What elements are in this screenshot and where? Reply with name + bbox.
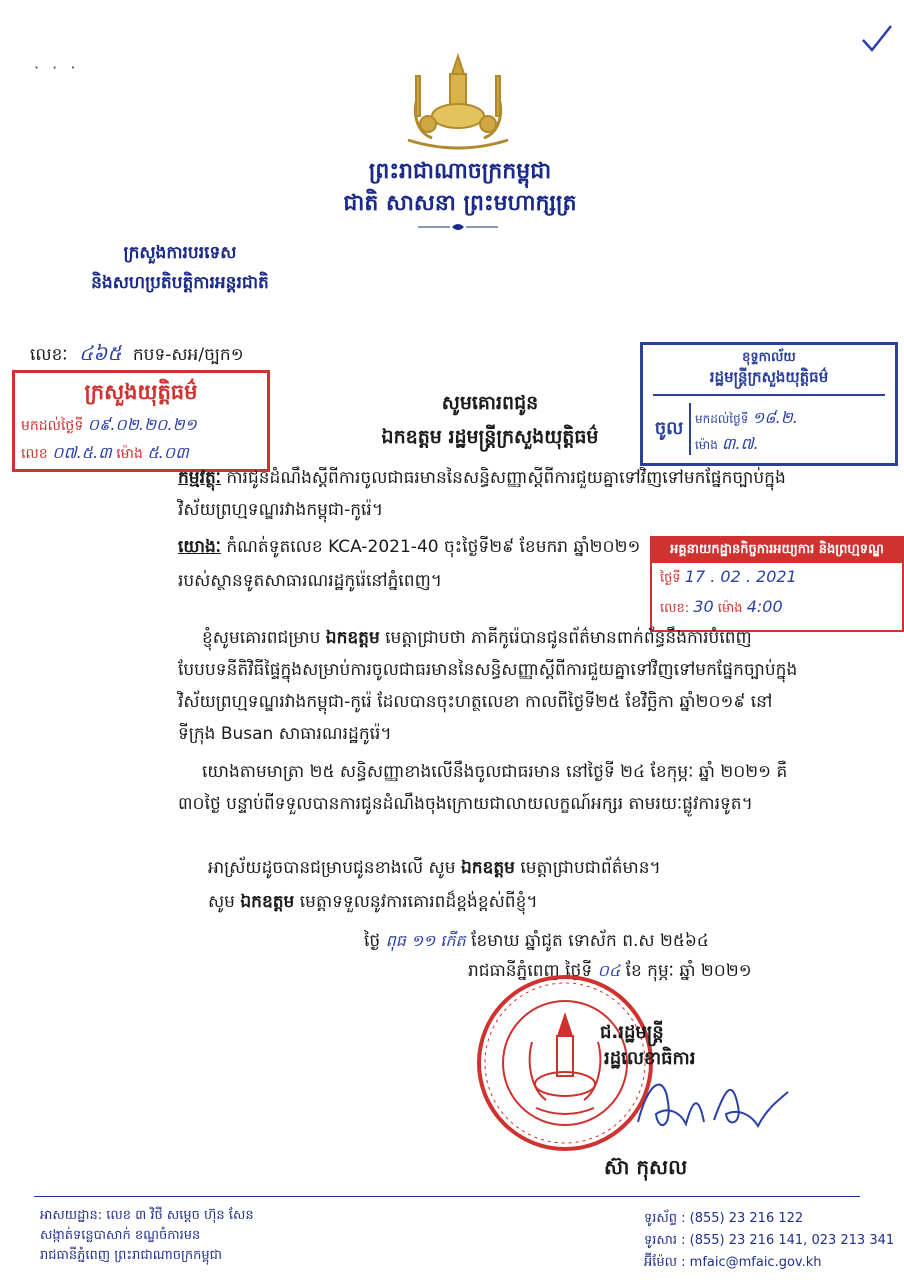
addressee	[320, 386, 660, 454]
blue-stamp-row-2-label: ម៉ោង	[695, 438, 718, 452]
signatory-title-2: រដ្ឋលេខាធិការ	[604, 1048, 696, 1069]
red-stamp-time-label: ម៉ោង	[717, 601, 743, 616]
red-stamp-number-label: លេខ:	[660, 601, 690, 616]
stamp-time-value: ៥.០៣	[147, 443, 189, 462]
kingdom-line-1: ព្រះរាជាណាចក្រកម្ពុជា	[368, 159, 552, 184]
red-stamp-title: អគ្គនាយកដ្ឋានកិច្ចការអយ្យការ និងព្រហ្មទណ្ឌ	[652, 538, 902, 563]
lunar-date	[364, 930, 709, 955]
place-date-suffix: ខែ កុម្ភៈ ឆ្នាំ ២០២១	[625, 961, 752, 981]
footer-fax: ទូរសារ : (855) 23 216 141, 023 213 341	[644, 1233, 895, 1248]
red-stamp-date-row	[652, 563, 902, 593]
reference-label: លេខៈ	[30, 345, 68, 365]
red-stamp-number-value: 30	[693, 597, 714, 616]
paragraph-1-title: ឯកឧត្តម	[325, 628, 380, 648]
reference-note-label: យោងៈ	[178, 537, 221, 557]
footer-address	[40, 1206, 254, 1266]
lunar-date-suffix: ខែមាឃ ឆ្នាំជូត ទោស័ក ព.ស ២៥៦៤	[471, 931, 709, 951]
signatory-name: ស៊ា កុសល	[604, 1155, 688, 1179]
prosecution-department-stamp	[650, 536, 904, 632]
paragraph-1-end: មេត្តាជ្រាបថា ភាគីកូរ៉េបានជូនព័ត៌មានពាក់ព័ន្ធនឹងការបំពេញបែបបទនីតិវិធីផ្ទៃក្នុងសម្រាប់ការចូលជាធរមាននៃសន្ធិសញ្ញាស្ដីពីការជួយគ្នាទៅវិញទៅមកផ្នែកច្បាប់ក្នុងវិស័យព្រហ្មទណ្ឌរវាងកម្ពុជា-កូរ៉េ ដែលបានចុះហត្ថលេខា កាលពីថ្ងៃទី២៥ ខែវិច្ឆិកា ឆ្នាំ២០១៩ នៅទីក្រុង Busan សាធារណរដ្ឋកូរ៉េ។	[178, 628, 798, 744]
stamp-received-row	[15, 414, 267, 438]
footer-contacts	[644, 1208, 894, 1274]
paragraph-4-start: សូម	[208, 892, 241, 912]
reference-note-text: កំណត់ទូតលេខ KCA-2021-40 ចុះថ្ងៃទី២៩ ខែមករា ឆ្នាំ២០២១ របស់ស្ថានទូតសាធារណរដ្ឋកូរ៉េនៅភ្នំពេញ។	[178, 537, 641, 591]
paragraph-4-title: ឯកឧត្តម	[240, 892, 295, 912]
red-stamp-date-value: 17 . 02 . 2021	[684, 567, 797, 586]
body-paragraph-2: យោងតាមមាត្រា ២៥ សន្ធិសញ្ញាខាងលើនឹងចូលជាធរមាន នៅថ្ងៃទី ២៤ ខែកុម្ភៈ ឆ្នាំ ២០២១ គឺ ៣០ថ្ងៃ បន្ទាប់ពីទទួលបានការជូនដំណឹងចុងក្រោយជាលាយលក្ខណ៍អក្សរ តាមរយៈផ្លូវការទូត។	[178, 762, 788, 814]
stamp-title: ក្រសួងយុត្តិធម៌	[84, 380, 198, 404]
ministry-line-2: និងសហប្រតិបត្តិការអន្តរជាតិ	[91, 273, 269, 293]
check-mark-icon	[860, 22, 894, 56]
lunar-date-value: ពុធ ១១ កើត	[385, 931, 466, 950]
red-stamp-time-value: 4:00	[746, 597, 783, 616]
footer-email: អ៊ីម៉ែល : mfaic@mfaic.gov.kh	[644, 1255, 822, 1270]
blue-stamp-line-2: រដ្ឋមន្ត្រីក្រសួងយុត្តិធម៌	[653, 368, 885, 396]
ministry-line-1: ក្រសួងការបរទេស	[123, 243, 237, 263]
addressee-line-1: សូមគោរពជូន	[441, 392, 539, 414]
cabinet-received-stamp	[640, 342, 898, 466]
paragraph-3-start: អាស្រ័យដូចបានជម្រាបជូនខាងលើ សូម	[208, 858, 461, 878]
subject-label: កម្មវត្ថុៈ	[178, 468, 221, 488]
blue-stamp-row-1	[695, 407, 798, 431]
lunar-date-prefix: ថ្ងៃ	[364, 931, 381, 951]
reference-note	[178, 530, 648, 598]
handwritten-signature-icon	[628, 1062, 798, 1146]
place-date-day: ០៤	[597, 961, 621, 980]
blue-stamp-row-2	[695, 433, 759, 457]
body-paragraph-4	[208, 886, 830, 918]
divider-ornament-icon	[418, 222, 498, 232]
paragraph-4-end: មេត្តាទទួលនូវការគោរពដ៏ខ្ពង់ខ្ពស់ពីខ្ញុំ។	[294, 892, 538, 912]
paragraph-3-end: មេត្តាជ្រាបជាព័ត៌មាន។	[514, 858, 661, 878]
blue-stamp-row-2-value: ៣.៧.	[721, 434, 759, 453]
body-paragraph-3	[208, 852, 830, 884]
body-paragraph-1	[178, 622, 800, 750]
stamp-time-label: ម៉ោង	[116, 446, 143, 462]
red-stamp-date-label: ថ្ងៃទី	[660, 571, 681, 586]
stamp-received-label: មកដល់ថ្ងៃទី	[21, 418, 84, 434]
royal-emblem-icon	[398, 52, 518, 152]
addressee-line-2: ឯកឧត្តម រដ្ឋមន្ត្រីក្រសួងយុត្តិធម៌	[381, 426, 599, 448]
place-date-prefix: រាជធានីភ្នំពេញ ថ្ងៃទី	[468, 961, 593, 981]
reference-code: កបទ-សអ/ច្បក១	[132, 345, 244, 365]
ministry-header	[60, 238, 300, 298]
blue-stamp-line-1: ខុទ្ទកាល័យ	[742, 350, 796, 365]
stamp-number-label: លេខ	[21, 446, 48, 462]
footer-address-2: សង្កាត់ទន្លេបាសាក់ ខណ្ឌចំការមន	[40, 1228, 201, 1243]
stamp-number-value: ០៧.៥.៣	[52, 443, 112, 462]
subject-text: ការជូនដំណឹងស្ដីពីការចូលជាធរមាននៃសន្ធិសញ្ញាស្ដីពីការជួយគ្នាទៅវិញទៅមកផ្នែកច្បាប់ក្នុងវិស័យព្រហ្មទណ្ឌរវាងកម្ពុជា-កូរ៉េ។	[178, 468, 786, 520]
kingdom-header	[300, 156, 620, 220]
signatory-title-1: ជ.រដ្ឋមន្ត្រី	[600, 1022, 664, 1043]
kingdom-line-2: ជាតិ សាសនា ព្រះមហាក្សត្រ	[343, 191, 577, 216]
blue-stamp-row-1-value: ១៨.២.	[752, 408, 798, 427]
footer-address-3: រាជធានីភ្នំពេញ ព្រះរាជាណាចក្រកម្ពុជា	[40, 1248, 222, 1263]
stamp-received-value: ០៩.០២.២០.២១	[87, 415, 197, 434]
margin-dots: · · ·	[34, 58, 80, 77]
red-stamp-number-row	[652, 593, 902, 623]
footer-phone: ទូរស័ព្ទ : (855) 23 216 122	[644, 1211, 804, 1226]
footer-divider	[34, 1196, 860, 1197]
blue-stamp-row-1-label: មកដល់ថ្ងៃទី	[695, 412, 749, 426]
paragraph-1-start: ខ្ញុំសូមគោរពជម្រាប	[202, 628, 326, 648]
blue-stamp-side: ចូល	[649, 403, 691, 455]
footer-address-1: អាសយដ្ឋាន: លេខ ៣ វិថី សម្ដេច ហ៊ុន សែន	[40, 1208, 254, 1223]
ministry-justice-received-stamp	[12, 370, 270, 472]
paragraph-3-title: ឯកឧត្តម	[460, 858, 515, 878]
reference-number: ៤៦៥	[78, 341, 122, 365]
reference-line	[30, 340, 244, 370]
subject	[178, 462, 798, 526]
